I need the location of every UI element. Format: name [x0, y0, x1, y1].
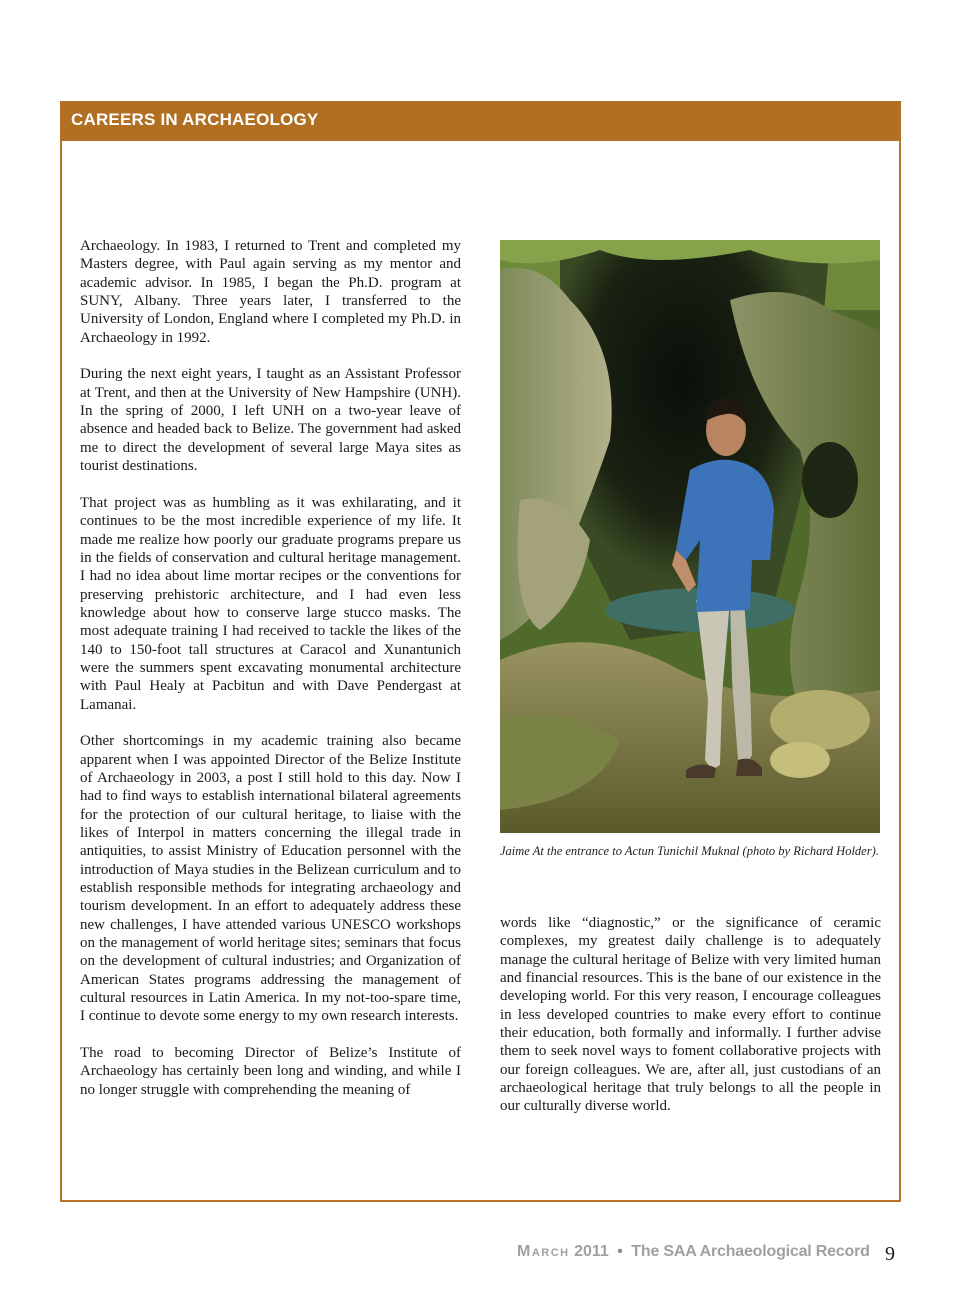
footer-year: 2011 [574, 1243, 609, 1260]
paragraph: words like “diagnostic,” or the significance of ceramic complexes, my greatest daily challenge is to adequately manage the cultural heritage of Belize with very limited human and financial resources. This is the bane of our existence in the developing world. For this very reason, I encourage colleagues in less developed countries to make every effort to continue their education, both formally and informally. I further advise them to seek novel ways to foment collaborative projects with our foreign colleagues. We are, after all, just custodians of an archaeological heritage that truly belongs to all the people in our culturally diverse world. [500, 915, 881, 1115]
cave-entrance-photo [500, 240, 880, 833]
section-title: CAREERS IN ARCHAEOLOGY [71, 110, 319, 129]
paragraph: Other shortcomings in my academic training also became apparent when I was appointed Director of the Belize Institute of Archaeology in 2003, a post I still hold to this day. Now I had to find ways to establish international bilateral agreements for the protection of our cultural heritage, to liaise with the likes of Interpol in matters concerning the illegal trade in antiquities, to assist Ministry of Education personnel with the introduction of Maya studies in the Belizean curriculum and to establish responsible methods for integrating archaeology and tourism development. In an effort to adequately address these new challenges, I have attended various UNESCO workshops on the management of world heritage sites; seminars that focus on the development of cultural industries; and Organization of American States programs addressing the management of cultural resources in Latin America. In my not-too-spare time, I continue to devote some energy to my own research interests. [80, 733, 461, 1025]
paragraph: The road to becoming Director of Belize’s Institute of Archaeology has certainly been long and winding, and while I no longer struggle with comprehending the meaning of [80, 1045, 461, 1098]
footer-journal-title: The SAA Archaeological Record [631, 1243, 870, 1260]
paragraph: Archaeology. In 1983, I returned to Trent and completed my Masters degree, with Paul again serving as my mentor and academic advisor. In 1985, I began the Ph.D. program at SUNY, Albany. Three years later, I transferred to the University of London, England where I completed my Ph.D. in Archaeology in 1992. [80, 238, 461, 346]
page-number: 9 [885, 1243, 895, 1265]
footer-running-title [517, 1243, 870, 1261]
section-header [60, 101, 901, 141]
right-column [500, 914, 881, 1116]
paragraph: During the next eight years, I taught as an Assistant Professor at Trent, and then at the University of New Hampshire (UNH). In the spring of 2000, I left UNH on a two-year leave of absence and headed back to Belize. The government had asked me to direct the development of several large Maya sites as tourist destinations. [80, 366, 461, 475]
footer-bullet: • [617, 1243, 623, 1260]
photo-caption: Jaime At the entrance to Actun Tunichil Muknal (photo by Richard Holder). [500, 844, 879, 858]
footer-month: March [517, 1243, 570, 1260]
left-column [80, 237, 461, 1099]
paragraph: That project was as humbling as it was exhilarating, and it continues to be the most incredible experience of my life. It made me realize how poorly our graduate programs prepare us in the fields of conservation and cultural heritage management. I had no idea about lime mortar recipes or the conventions for preserving prehistoric architecture, and I had even less knowledge about how to conserve large stucco masks. The most adequate training I had received to tackle the likes of the 140 to 150-foot tall structures at Caracol and Xunantunich were the summers spent excavating monumental architecture with Paul Healy at Pacbitun and with Dave Pendergast at Lamanai. [80, 494, 461, 713]
